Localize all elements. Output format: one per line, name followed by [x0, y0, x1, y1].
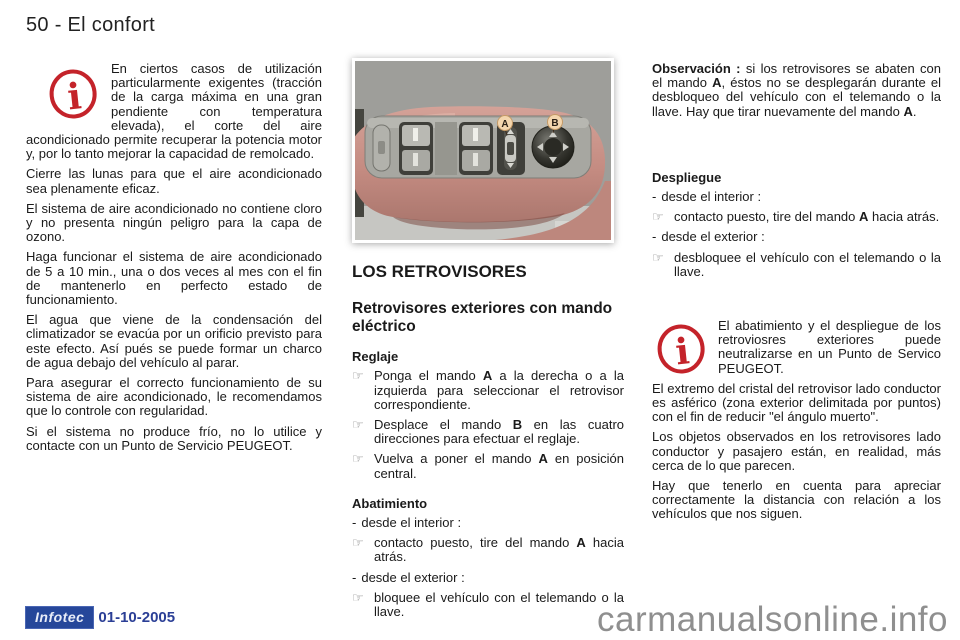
dash-marker: -	[652, 229, 657, 245]
svg-text:B: B	[551, 118, 559, 129]
info-icon	[656, 321, 706, 375]
list-item-text: Vuelva a poner el mando A en posición central.	[374, 451, 624, 481]
list-item	[652, 230, 941, 244]
svg-text:i: i	[65, 75, 84, 119]
dash-marker: -	[352, 569, 357, 585]
pointing-hand-icon: ☞	[352, 535, 364, 551]
dash-marker: -	[652, 189, 657, 205]
info-icon	[48, 66, 98, 120]
svg-text:A: A	[501, 119, 509, 130]
pointing-hand-icon: ☞	[652, 209, 664, 225]
watermark: carmanualsonline.info	[597, 600, 948, 639]
middle-column	[352, 58, 624, 625]
list-item	[652, 251, 941, 279]
paragraph: El extremo del cristal del retrovisor lado conductor es asférico (zona exterior delimitada por puntos) con el fin de reducir "el ángulo muerto".	[652, 380, 941, 425]
list-item	[352, 418, 624, 446]
list-item	[352, 591, 624, 619]
paragraph: Si el sistema no produce frío, no lo utilice y contacte con un Punto de Servicio PEUGEOT.	[26, 423, 322, 453]
footer	[25, 606, 175, 629]
page-header	[26, 14, 155, 37]
infotec-logo: Infotec	[25, 606, 94, 629]
list-item	[652, 210, 941, 224]
list-item-text: desde el interior :	[361, 515, 462, 531]
paragraph: Haga funcionar el sistema de aire acondicionado de 5 a 10 min., una o dos veces al mes con el fin de mantenerlo en perfecto estado de funcionamiento.	[26, 249, 322, 308]
svg-text:i: i	[673, 330, 692, 374]
dash-marker: -	[352, 515, 357, 531]
despliegue-heading: Despliegue	[652, 169, 722, 185]
list-item	[352, 571, 624, 585]
subsection-heading: Retrovisores exteriores con mando eléctrico	[352, 300, 613, 336]
info-note	[652, 319, 941, 376]
paragraph: Hay que tenerlo en cuenta para apreciar correctamente la distancia con relación a los vehículos que nos siguen.	[652, 478, 941, 522]
right-column	[652, 62, 941, 528]
paragraph: El agua que viene de la condensación del climatizador se evacúa por un orificio previsto para este efecto. Así pués se puede formar un charco de agua debajo del vehículo al parar.	[26, 312, 322, 370]
page-number: 50	[26, 14, 49, 36]
list-item-text: desde el exterior :	[361, 569, 465, 585]
pointing-hand-icon: ☞	[652, 249, 664, 265]
paragraph: Observación : si los retrovisores se abaten con el mando A, éstos no se desplegarán durante el desbloqueo del vehículo con el telemando o la llave. Hay que tirar nuevamente del mando A.	[652, 61, 942, 119]
abatimiento-heading: Abatimiento	[352, 495, 428, 511]
paragraph: Para asegurar el correcto funcionamiento de su sistema de aire acondicionado, le recomendamos que lo controle con regularidad.	[26, 375, 322, 419]
paragraph: El abatimiento y el despliegue de los retroviosres exteriores puede neutralizarse en un Punto de Servico PEUGEOT.	[718, 318, 941, 376]
section-title: El confort	[67, 14, 156, 36]
pointing-hand-icon: ☞	[352, 451, 364, 467]
list-item	[352, 536, 624, 564]
paragraph: Cierre las lunas para que el aire acondicionado sea plenamente eficaz.	[26, 166, 322, 196]
paragraph: El sistema de aire acondicionado no contiene cloro y no presenta ningún peligro para la capa de ozono.	[26, 200, 322, 245]
list-item-text: bloquee el vehículo con el telemando o la llave.	[374, 589, 624, 620]
door-controls-photo	[352, 58, 614, 243]
reglaje-heading: Reglaje	[352, 349, 399, 365]
footer-date: 01-10-2005	[98, 609, 176, 626]
pointing-hand-icon: ☞	[352, 589, 364, 605]
list-item	[352, 452, 624, 480]
list-item-text: Desplace el mando B en las cuatro direcciones para efectuar el reglaje.	[374, 417, 624, 447]
paragraph: Los objetos observados en los retrovisores lado conductor y pasajero están, en realidad, más cerca de lo que parecen.	[652, 429, 941, 473]
list-item	[652, 190, 941, 204]
header-separator: -	[54, 14, 62, 36]
list-item	[352, 369, 624, 412]
pointing-hand-icon: ☞	[352, 417, 364, 433]
list-item-text: contacto puesto, tire del mando A hacia atrás.	[374, 535, 624, 565]
list-item	[352, 516, 624, 530]
paragraph: En ciertos casos de utilización particularmente exigentes (tracción de la carga máxima en una gran pendiente con temperatura elevada), el corte del aire acondicionado permite recuperar la potencia motor y, por lo tanto mejorar la capacidad de remolcado.	[26, 61, 322, 162]
pointing-hand-icon: ☞	[352, 368, 364, 384]
left-column	[26, 62, 322, 459]
list-item-text: desbloquee el vehículo con el telemando o la llave.	[674, 249, 941, 279]
list-item-text: desde el interior :	[661, 189, 762, 205]
section-heading: LOS RETROVISORES	[352, 262, 527, 281]
list-item-text: desde el exterior :	[661, 229, 765, 245]
list-item-text: Ponga el mando A a la derecha o a la izquierda para seleccionar el retrovisor correspondiente.	[374, 368, 624, 412]
list-item-text: contacto puesto, tire del mando A hacia atrás.	[674, 209, 940, 225]
